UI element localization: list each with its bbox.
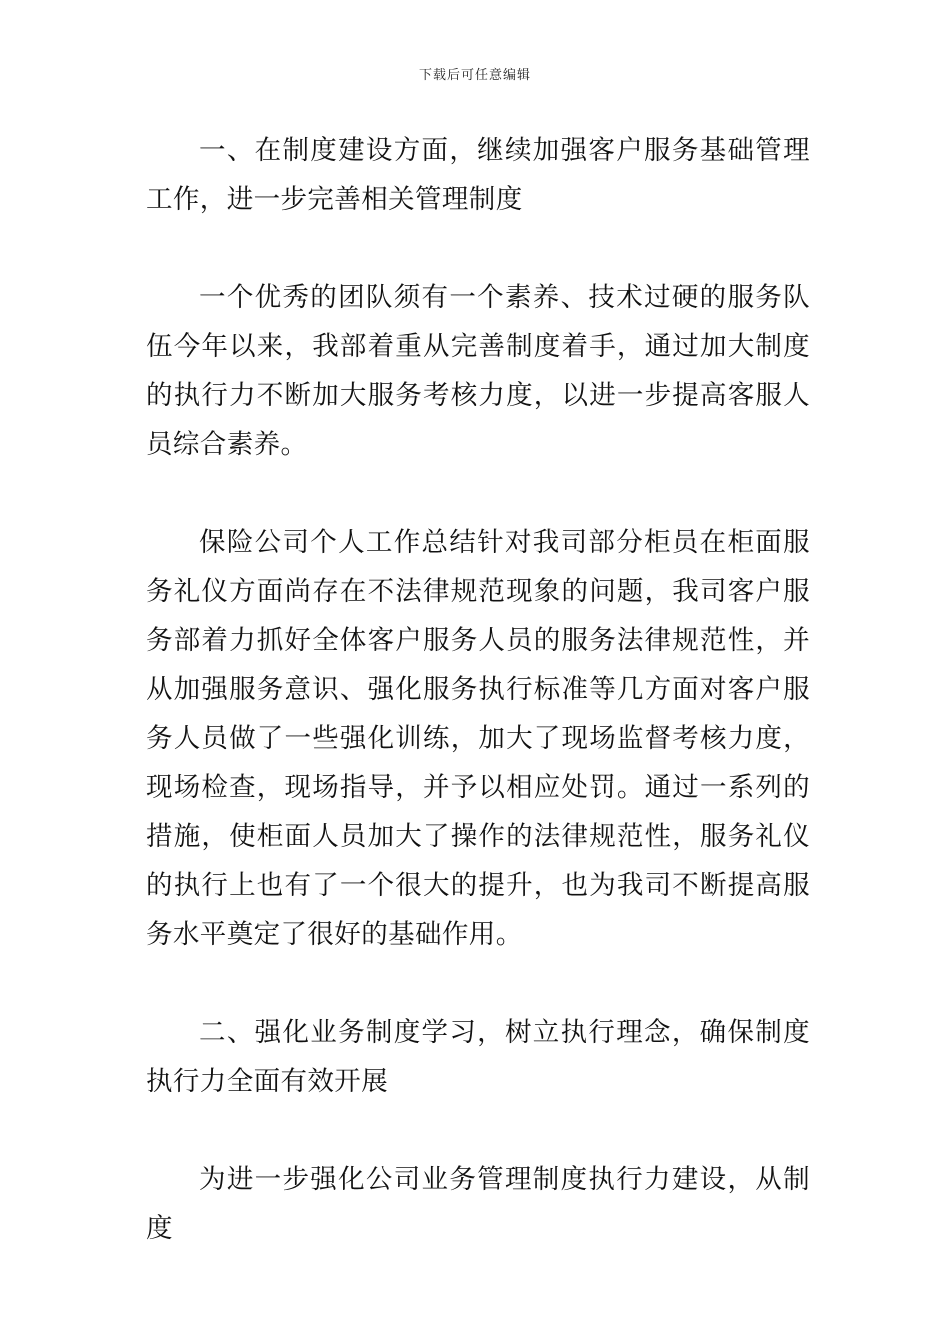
paragraph-heading-2: 二、强化业务制度学习，树立执行理念，确保制度执行力全面有效开展 [146,1017,810,1097]
paragraph-system-study: 为进一步强化公司业务管理制度执行力建设，从制度 [146,1164,810,1244]
paragraph-service-etiquette: 保险公司个人工作总结针对我司部分柜员在柜面服务礼仪方面尚存在不法律规范现象的问题，我司客户服务部着力抓好全体客户服务人员的服务法律规范性，并从加强服务意识、强化服务执行标准等几方面对客户服务人员做了一些强化训练，加大了现场监督考核力度，现场检查，现场指导，并予以相应处罚。通过一系列的措施，使柜面人员加大了操作的法律规范性，服务礼仪的执行上也有了一个很大的提升，也为我司不断提高服务水平奠定了很好的基础作用。 [146,527,810,950]
paragraph-gap [146,1106,810,1155]
paragraph-team: 一个优秀的团队须有一个素养、技术过硬的服务队伍今年以来，我部着重从完善制度着手，通过加大制度的执行力不断加大服务考核力度，以进一步提高客服人员综合素养。 [146,282,810,460]
paragraph-gap [146,959,810,1008]
page-header-note: 下载后可任意编辑 [418,68,531,83]
paragraph-heading-1: 一、在制度建设方面，继续加强客户服务基础管理工作，进一步完善相关管理制度 [146,135,810,215]
document-body [146,126,810,1253]
paragraph-gap [146,224,810,273]
paragraph-gap [146,469,810,518]
